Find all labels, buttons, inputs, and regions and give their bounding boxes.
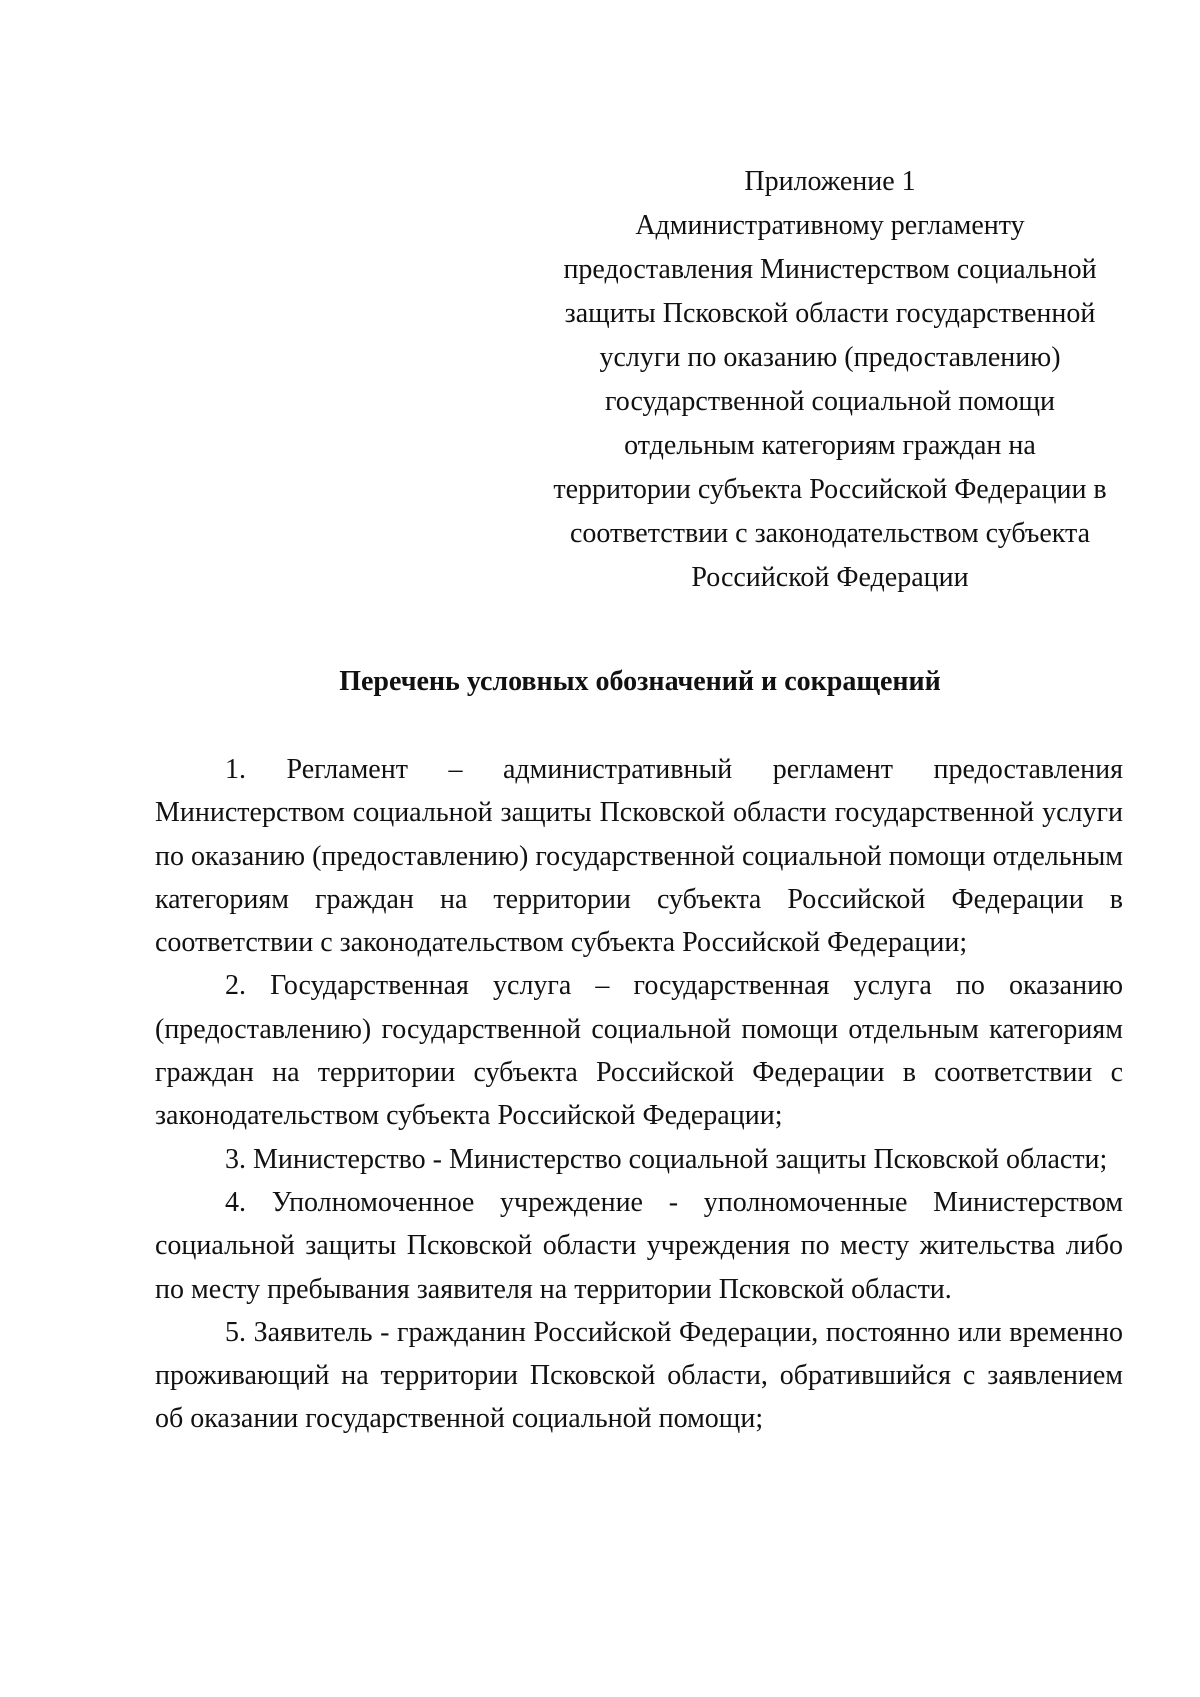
appendix-title: Приложение 1 [744,166,916,197]
appendix-line: соответствии с законодательством субъекта [569,518,1091,549]
appendix-line: Российской Федерации [691,562,969,593]
appendix-line: территории субъекта Российской Федерации в [553,474,1107,505]
list-item: 2. Государственная услуга – государственная услуга по оказанию (предоставлению) государственной социальной помощи отдельным категориям граждан на территории субъекта Российской Федерации в соответствии с законодательством субъекта Российской Федерации; [155,970,1123,1132]
list-item: 5. Заявитель - гражданин Российской Федерации, постоянно или временно проживающий на территории Псковской области, обратившийся с заявлением об оказании государственной социальной помощи; [155,1316,1123,1435]
appendix-line: защиты Псковской области государственной [564,298,1096,329]
appendix-line: государственной социальной помощи [604,386,1056,417]
appendix-header [520,160,1140,600]
list-item: 3. Министерство - Министерство социальной защиты Псковской области; [225,1143,1108,1175]
list-item: 1. Регламент – административный регламент предоставления Министерством социальной защиты Псковской области государственной услуги по оказанию (предоставлению) государственной социальной помощи отдельным категориям граждан на территории субъекта Российской Федерации в соответствии с законодательством субъекта Российской Федерации; [155,754,1123,959]
appendix-line: предоставления Министерством социальной [563,254,1097,285]
abbreviation-list [155,748,1123,1441]
list-item: 4. Уполномоченное учреждение - уполномоченные Министерством социальной защиты Псковской области учреждения по месту жительства либо по месту пребывания заявителя на территории Псковской области. [155,1186,1123,1305]
appendix-line: услуги по оказанию (предоставлению) [599,342,1061,373]
appendix-line: отдельным категориям граждан на [624,430,1036,461]
appendix-line: Административному регламенту [635,210,1025,241]
section-heading: Перечень условных обозначений и сокращений [339,666,941,697]
